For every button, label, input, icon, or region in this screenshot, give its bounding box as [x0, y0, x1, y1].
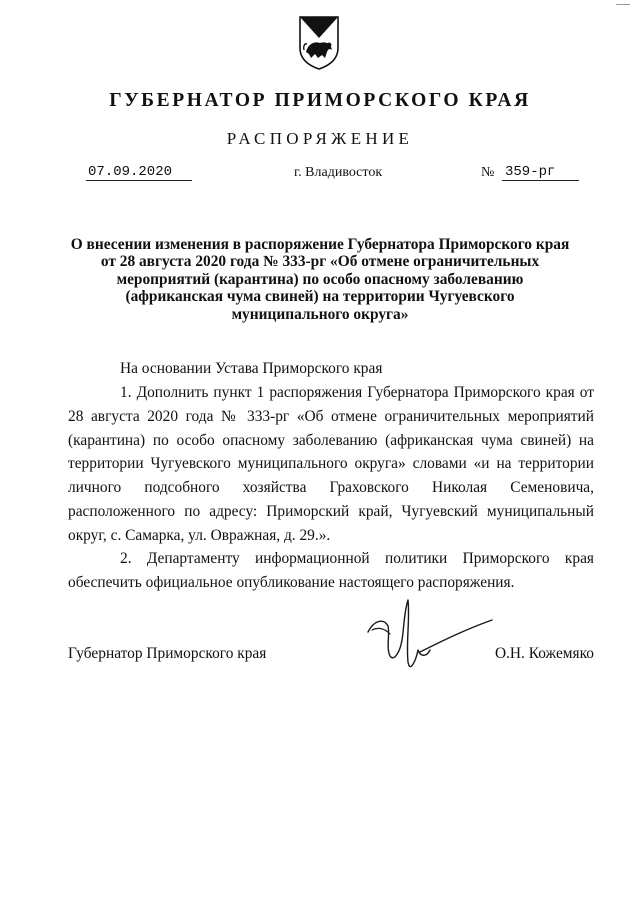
document-date: 07.09.2020: [86, 164, 192, 181]
signer-name: О.Н. Кожемяко: [494, 645, 594, 662]
signer-position: Губернатор Приморского края: [68, 645, 267, 662]
item-1-paragraph: 1. Дополнить пункт 1 распоряжения Губернатора Приморского края от 28 августа 2020 года № 333-рг «Об отмене ограничительных мероприятий (карантина) по особо опасному заболеванию (африканская чума свиней) на территории Чугуевского муниципального округа» словами «и на территории личного подсобного хозяйства Граховского Николая Семеновича, расположенного по адресу: Приморский край, Чугуевский муниципальный округ, с. Самарка, ул. Овражная, д. 29.».: [68, 384, 594, 544]
scan-mark: [616, 4, 630, 5]
number-sign: №: [481, 165, 495, 180]
item-2-paragraph: 2. Департаменту информационной политики Приморского края обеспечить официальное опубликование настоящего распоряжения.: [68, 550, 594, 591]
issuer-title: ГУБЕРНАТОР ПРИМОРСКОГО КРАЯ: [109, 90, 531, 111]
document-subject: О внесении изменения в распоряжение Губернатора Приморского края от 28 августа 2020 года № 333-рг «Об отмене ограничительных мероприятий (карантина) по особо опасному заболеванию (африканская чума свиней) на территории Чугуевского муниципального округа»: [70, 236, 570, 323]
basis-paragraph: На основании Устава Приморского края: [120, 360, 383, 377]
document-type: РАСПОРЯЖЕНИЕ: [226, 129, 414, 148]
document-city: г. Владивосток: [294, 165, 383, 180]
coat-of-arms-icon: [298, 14, 340, 70]
document-number: 359-рг: [502, 164, 579, 181]
handwritten-signature: [360, 590, 500, 680]
